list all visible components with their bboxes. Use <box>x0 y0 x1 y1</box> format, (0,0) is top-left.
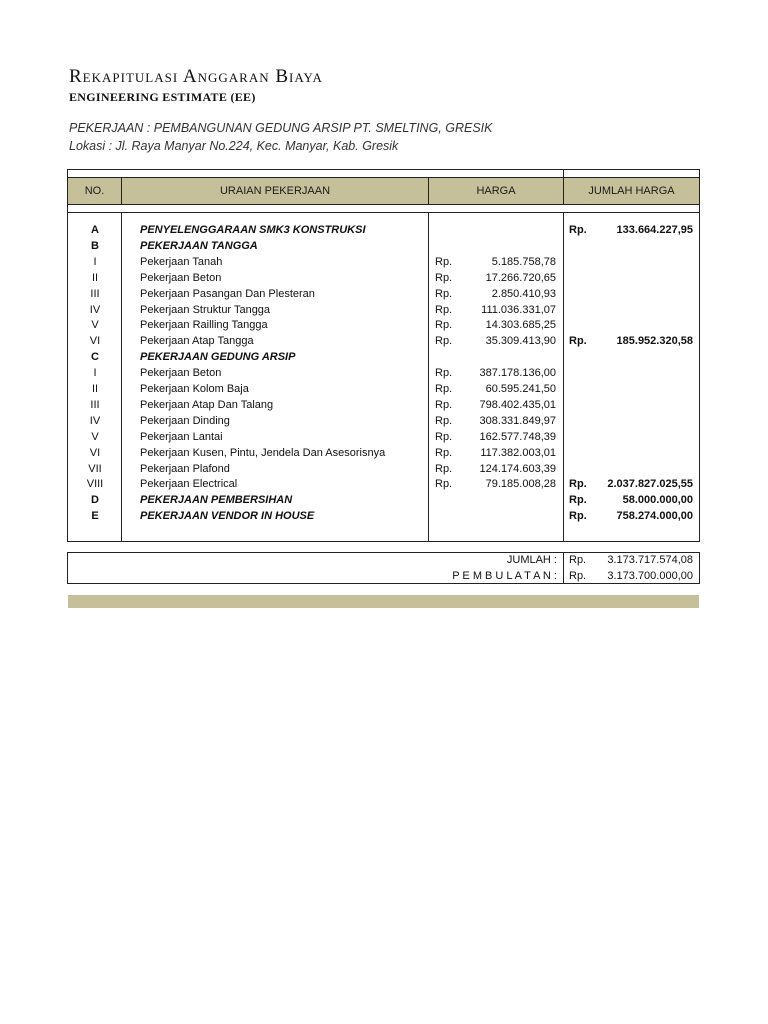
table-row <box>0 413 768 429</box>
row-description: Pekerjaan Tanah <box>140 256 223 268</box>
harga-currency: Rp. <box>435 304 453 316</box>
harga-currency: Rp. <box>435 478 453 490</box>
row-description: PEKERJAAN TANGGA <box>140 240 258 252</box>
header-jumlah-harga: JUMLAH HARGA <box>588 185 675 197</box>
project-line: PEKERJAAN : PEMBANGUNAN GEDUNG ARSIP PT. SMELTING, GRESIK <box>69 121 493 135</box>
row-description: Pekerjaan Struktur Tangga <box>140 304 271 316</box>
table-row <box>0 397 768 413</box>
header-no: NO. <box>84 185 105 197</box>
jumlah-value: 58.000.000,00 <box>622 494 693 506</box>
harga-currency: Rp. <box>435 399 453 411</box>
table-row <box>0 381 768 397</box>
table-row <box>0 302 768 318</box>
document-subtitle: ENGINEERING ESTIMATE (EE) <box>69 90 256 104</box>
row-number: B <box>91 240 99 252</box>
table-row <box>0 222 768 238</box>
harga-currency: Rp. <box>435 447 453 459</box>
row-number: E <box>91 510 99 522</box>
jumlah-currency: Rp. <box>569 224 587 236</box>
row-number: III <box>90 288 100 300</box>
row-description: Pekerjaan Kolom Baja <box>140 383 249 395</box>
harga-currency: Rp. <box>435 415 453 427</box>
harga-currency: Rp. <box>435 335 453 347</box>
harga-currency: Rp. <box>435 256 453 268</box>
table-row <box>0 461 768 477</box>
row-description: Pekerjaan Kusen, Pintu, Jendela Dan Asesorisnya <box>140 447 386 459</box>
row-description: Pekerjaan Plafond <box>140 463 230 475</box>
row-description: PEKERJAAN VENDOR IN HOUSE <box>140 510 315 522</box>
row-description: Pekerjaan Lantai <box>140 431 223 443</box>
jumlah-label: JUMLAH : <box>506 554 557 566</box>
table-row <box>0 254 768 270</box>
location-line: Lokasi : Jl. Raya Manyar No.224, Kec. Manyar, Kab. Gresik <box>69 139 399 153</box>
harga-value: 117.382.003,01 <box>480 447 556 459</box>
harga-currency: Rp. <box>435 431 453 443</box>
row-number: III <box>90 399 100 411</box>
jumlah-currency: Rp. <box>569 335 587 347</box>
row-number: II <box>91 272 99 284</box>
row-description: Pekerjaan Atap Tangga <box>140 335 254 347</box>
table-row <box>0 445 768 461</box>
row-number: V <box>91 431 99 443</box>
table-row <box>0 238 768 254</box>
harga-value: 14.303.685,25 <box>485 319 556 331</box>
row-number: VI <box>89 335 101 347</box>
harga-value: 2.850.410,93 <box>491 288 556 300</box>
jumlah-currency: Rp. <box>569 510 587 522</box>
pembulatan-rp: Rp. <box>569 570 587 582</box>
row-number: A <box>91 224 99 236</box>
table-row <box>0 286 768 302</box>
row-number: I <box>93 256 97 268</box>
header-harga: HARGA <box>476 185 516 197</box>
row-description: Pekerjaan Beton <box>140 367 222 379</box>
harga-value: 5.185.758,78 <box>491 256 556 268</box>
row-description: Pekerjaan Beton <box>140 272 222 284</box>
table-row <box>0 429 768 445</box>
row-description: Pekerjaan Dinding <box>140 415 230 427</box>
table-row <box>0 349 768 365</box>
harga-value: 798.402.435,01 <box>479 399 556 411</box>
table-row <box>0 492 768 508</box>
harga-currency: Rp. <box>435 367 453 379</box>
jumlah-value: 133.664.227,95 <box>616 224 693 236</box>
table-row <box>0 508 768 524</box>
row-number: VII <box>88 463 102 475</box>
row-number: II <box>91 383 99 395</box>
document-title: Rekapitulasi Anggaran Biaya <box>69 66 323 87</box>
row-number: V <box>91 319 99 331</box>
harga-value: 17.266.720,65 <box>485 272 556 284</box>
row-number: IV <box>89 415 101 427</box>
table-row <box>0 317 768 333</box>
harga-value: 387.178.136,00 <box>479 367 556 379</box>
jumlah-value: 3.173.717.574,08 <box>607 554 693 566</box>
row-description: PEKERJAAN PEMBERSIHAN <box>140 494 293 506</box>
row-description: PEKERJAAN GEDUNG ARSIP <box>140 351 296 363</box>
harga-value: 124.174.603,39 <box>479 463 556 475</box>
row-number: VIII <box>86 478 104 490</box>
row-description: Pekerjaan Railling Tangga <box>140 319 268 331</box>
harga-value: 79.185.008,28 <box>485 478 556 490</box>
row-number: IV <box>89 304 101 316</box>
jumlah-value: 185.952.320,58 <box>616 335 693 347</box>
harga-currency: Rp. <box>435 319 453 331</box>
row-number: C <box>91 351 99 363</box>
harga-currency: Rp. <box>435 463 453 475</box>
footer-band <box>68 595 699 608</box>
harga-value: 308.331.849,97 <box>479 415 556 427</box>
row-description: PENYELENGGARAAN SMK3 KONSTRUKSI <box>140 224 366 236</box>
jumlah-currency: Rp. <box>569 478 587 490</box>
jumlah-value: 2.037.827.025,55 <box>607 478 693 490</box>
row-number: VI <box>89 447 101 459</box>
row-number: D <box>91 494 99 506</box>
harga-currency: Rp. <box>435 288 453 300</box>
pembulatan-value: 3.173.700.000,00 <box>607 570 693 582</box>
row-description: Pekerjaan Atap Dan Talang <box>140 399 274 411</box>
header-uraian: URAIAN PEKERJAAN <box>219 185 331 197</box>
row-description: Pekerjaan Electrical <box>140 478 238 490</box>
jumlah-rp: Rp. <box>569 554 587 566</box>
harga-value: 111.036.331,07 <box>481 304 556 316</box>
table-row <box>0 365 768 381</box>
harga-value: 162.577.748,39 <box>479 431 556 443</box>
row-number: I <box>93 367 97 379</box>
pembulatan-label: P E M B U L A T A N : <box>452 570 557 582</box>
table-row <box>0 270 768 286</box>
harga-value: 60.595.241,50 <box>485 383 556 395</box>
row-description: Pekerjaan Pasangan Dan Plesteran <box>140 288 315 300</box>
harga-currency: Rp. <box>435 383 453 395</box>
jumlah-currency: Rp. <box>569 494 587 506</box>
harga-value: 35.309.413,90 <box>485 335 556 347</box>
harga-currency: Rp. <box>435 272 453 284</box>
table-row <box>0 333 768 349</box>
jumlah-value: 758.274.000,00 <box>616 510 693 522</box>
table-row <box>0 476 768 492</box>
